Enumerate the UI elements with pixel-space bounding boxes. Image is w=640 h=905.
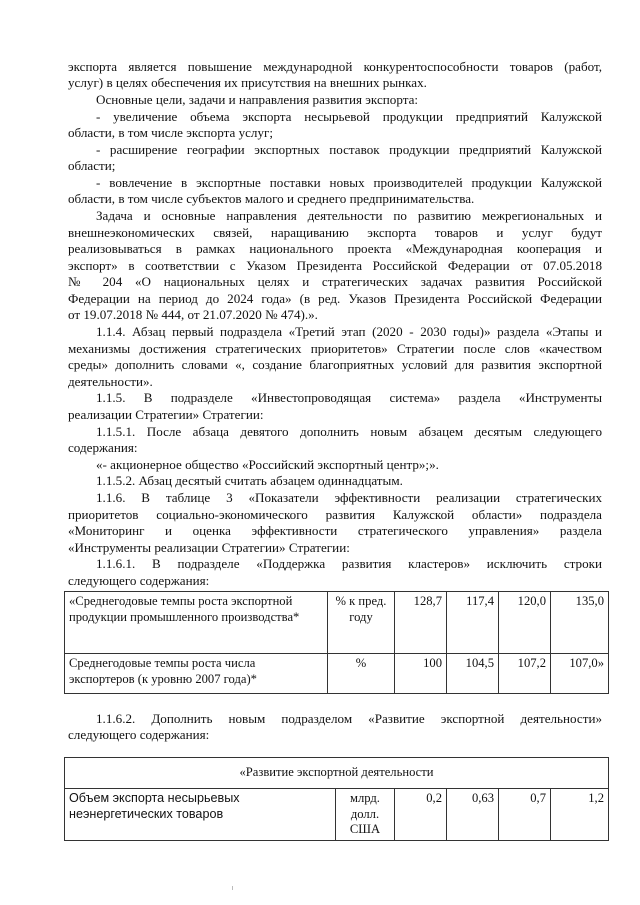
table-cell-value: 0,2 [395, 789, 447, 841]
text-line: области, в том числе субъектов малого и среднего предпринимательства. [68, 191, 475, 206]
text-line: следующего содержания: [68, 727, 210, 742]
table-section-title: «Развитие экспортной деятельности [65, 758, 609, 789]
table-cell-value: 128,7 [395, 592, 447, 654]
text-line: среды» дополнить словами «, создание благоприятных условий для развития экспортной [68, 357, 602, 372]
text-line: № 204 «О национальных целях и стратегических задачах развития Российской [68, 274, 602, 289]
table-row [65, 789, 609, 841]
text-line: от 19.07.2018 № 444, от 21.07.2020 № 474).». [68, 307, 318, 322]
table-cell-value: 0,7 [499, 789, 551, 841]
table-cell-value: 100 [395, 654, 447, 694]
text-line: области, в том числе экспорта услуг; [68, 125, 274, 140]
text-line: 1.1.5.1. После абзаца девятого дополнить новым абзацем десятым следующего [96, 424, 602, 439]
text-line: Задача и основные направления деятельности по развитию межрегиональных и [96, 208, 602, 223]
table-cell-unit: % к пред. году [328, 592, 395, 654]
text-line: «Мониторинг и оценка эффективности стратегического управления» раздела [68, 523, 602, 538]
text-line: реализации Стратегии» Стратегии: [68, 407, 264, 422]
text-line: 1.1.5. В подразделе «Инвестопроводящая система» раздела «Инструменты [96, 390, 602, 405]
text-line: «- акционерное общество «Российский экспортный центр»;». [96, 457, 439, 472]
table-row [65, 654, 609, 694]
scan-mark [232, 886, 233, 890]
text-line: 1.1.5.2. Абзац десятый считать абзацем одиннадцатым. [96, 473, 403, 488]
indicator-table-added [64, 757, 609, 841]
text-line: внешнеэкономических связей, наращиванию экспорта товаров и услуг будут [68, 225, 602, 240]
text-line: приоритетов социально-экономического развития Калужской области» подраздела [68, 507, 602, 522]
table-row [65, 592, 609, 654]
text-line: реализовываться в рамках национального проекта «Международная кооперация и [68, 241, 602, 256]
table-cell-value: 1,2 [551, 789, 609, 841]
table-cell-value: 0,63 [447, 789, 499, 841]
text-line: Основные цели, задачи и направления развития экспорта: [96, 92, 419, 107]
table-cell-value: 117,4 [447, 592, 499, 654]
text-line: экспорта является повышение международной конкурентоспособности товаров (работ, [68, 59, 602, 74]
text-line: - увеличение объема экспорта несырьевой продукции предприятий Калужской [96, 109, 602, 124]
text-line: следующего содержания: [68, 573, 210, 588]
table-cell-value: 104,5 [447, 654, 499, 694]
text-line: 1.1.4. Абзац первый подраздела «Третий этап (2020 - 2030 годы)» раздела «Этапы и [96, 324, 602, 339]
table-header-row [65, 758, 609, 789]
table-cell-unit: млрд. долл. США [336, 789, 395, 841]
table-cell-value: 135,0 [551, 592, 609, 654]
text-line: 1.1.6. В таблице 3 «Показатели эффективности реализации стратегических [96, 490, 602, 505]
text-line: услуг) в целях обеспечения их присутствия на внешних рынках. [68, 75, 427, 90]
text-line: Федерации на период до 2024 года» (в ред. Указов Президента Российской Федерации [68, 291, 602, 306]
text-line: 1.1.6.1. В подразделе «Поддержка развития кластеров» исключить строки [96, 556, 602, 571]
text-line: «Инструменты реализации Стратегии» Стратегии: [68, 540, 350, 555]
table-cell-value: 107,2 [499, 654, 551, 694]
text-line: экспорт» в соответствии с Указом Президента Российской Федерации от 07.05.2018 [68, 258, 602, 273]
text-line: деятельности». [68, 374, 153, 389]
text-line: - расширение географии экспортных поставок продукции предприятий Калужской [96, 142, 602, 157]
text-line: механизмы достижения стратегических приоритетов» Стратегии после слов «качеством [68, 341, 602, 356]
table-cell-unit: % [328, 654, 395, 694]
table-cell-value: 120,0 [499, 592, 551, 654]
text-line: содержания: [68, 440, 138, 455]
text-line: 1.1.6.2. Дополнить новым подразделом «Развитие экспортной деятельности» [96, 711, 602, 726]
text-line: области; [68, 158, 116, 173]
table-cell-indicator: Среднегодовые темпы роста числа экспортеров (к уровню 2007 года)* [65, 654, 328, 694]
text-line: - вовлечение в экспортные поставки новых производителей продукции Калужской [96, 175, 602, 190]
indicator-table-removed [64, 591, 609, 694]
table-cell-indicator: Объем экспорта несырьевых неэнергетических товаров [65, 789, 336, 841]
table-cell-indicator: «Среднегодовые темпы роста экспортной продукции промышленного производства* [65, 592, 328, 654]
table-cell-value: 107,0» [551, 654, 609, 694]
